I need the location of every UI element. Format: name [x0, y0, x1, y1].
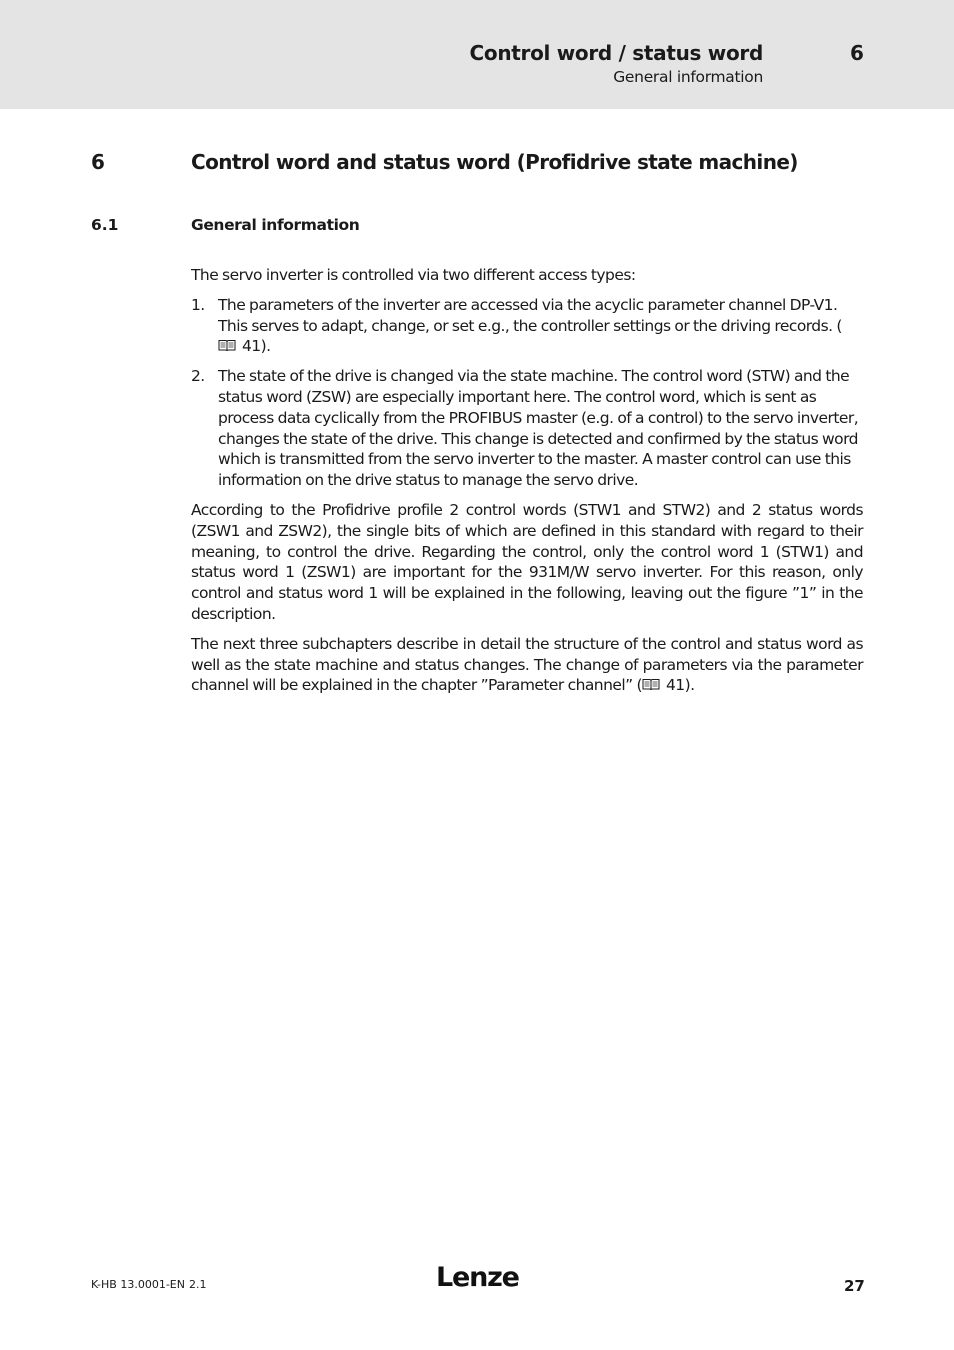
list-item-text: The state of the drive is changed via the state machine. The control word (STW) and the status word (ZSW) are especially important here. The control word, which is sent as process data cyclically from the PROFIBUS master (e.g. of a control) to the servo inverter, changes the state of the drive. This change is detected and confirmed by the status word which is transmitted from the servo inverter to the master. A master control can use this information on the drive status to manage the servo drive.	[218, 367, 859, 490]
intro-paragraph: The servo inverter is controlled via two different access types:	[191, 266, 636, 284]
page-reference-link[interactable]: 41).	[242, 337, 271, 356]
header-title: Control word / status word	[469, 41, 763, 65]
list-item	[191, 295, 863, 357]
footer-document-id: K-HB 13.0001-EN	[91, 1278, 185, 1291]
book-icon[interactable]	[642, 678, 660, 691]
footer-version: 2.1	[189, 1278, 207, 1291]
list-item	[191, 366, 863, 491]
access-types-list	[191, 295, 863, 491]
subsection-number: 6.1	[91, 216, 119, 234]
book-icon[interactable]	[218, 339, 236, 352]
subsection-title: General information	[191, 216, 360, 234]
profidrive-paragraph: According to the Profidrive profile 2 control words (STW1 and STW2) and 2 status words (ZSW1 and ZSW2), the single bits of which are defined in this standard with regard to their meaning, to control the drive. Regarding the control, only the control word 1 (STW1) and status word 1 (ZSW1) are important for the 931M/W servo inverter. For this reason, only control and status word 1 will be explained in the following, leaving out the figure ”1” in the description.	[191, 500, 863, 623]
paragraph-text: The next three subchapters describe in detail the structure of the control and status word as well as the state machine and status changes. The change of parameters via the parameter channel will be explained in the chapter ”Parameter channel” (	[191, 634, 863, 695]
list-item-number: 1.	[191, 295, 205, 314]
header-subtitle: General information	[613, 68, 763, 86]
page-reference-link[interactable]: 41).	[665, 676, 695, 695]
page-number: 27	[844, 1277, 865, 1295]
list-item-text: The parameters of the inverter are accessed via the acyclic parameter channel DP-V1. This serves to adapt, change, or set e.g., the controller settings or the driving records. (	[218, 295, 842, 335]
lenze-logo: Lenze	[436, 1262, 519, 1293]
list-item-number: 2.	[191, 367, 205, 386]
section-number: 6	[91, 150, 105, 174]
section-title: Control word and status word (Profidrive state machine)	[191, 150, 798, 174]
subchapters-paragraph	[191, 634, 863, 696]
body-text	[191, 265, 863, 705]
header-chapter-number: 6	[850, 41, 864, 65]
